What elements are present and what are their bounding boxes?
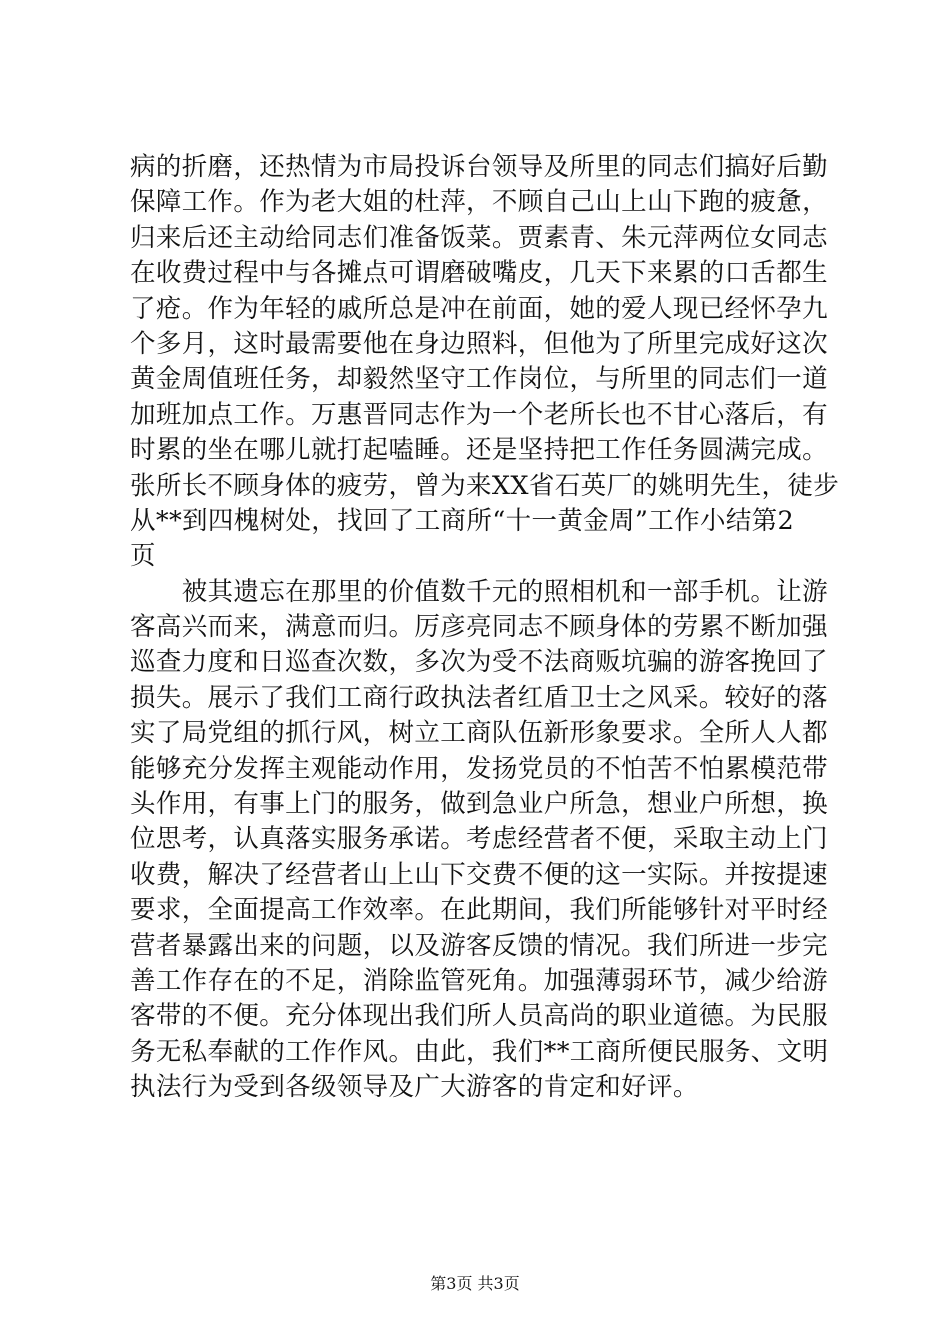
text-line: 张所长不顾身体的疲劳，曾为来XX省石英厂的姚明先生，徒步 — [130, 470, 840, 501]
text-line: 营者暴露出来的问题，以及游客反馈的情况。我们所进一步完 — [130, 930, 828, 961]
text-line: 被其遗忘在那里的价值数千元的照相机和一部手机。让游 — [130, 576, 828, 607]
text-line: 个多月，这时最需要他在身边照料，但他为了所里完成好这次 — [130, 328, 828, 359]
text-line: 客带的不便。充分体现出我们所人员高尚的职业道德。为民服 — [130, 1001, 828, 1032]
text-line: 收费，解决了经营者山上山下交费不便的这一实际。并按提速 — [130, 859, 828, 890]
text-line: 务无私奉献的工作作风。由此，我们**工商所便民服务、文明 — [130, 1036, 829, 1067]
text-line: 损失。展示了我们工商行政执法者红盾卫士之风采。较好的落 — [130, 682, 828, 713]
text-line: 在收费过程中与各摊点可谓磨破嘴皮，几天下来累的口舌都生 — [130, 258, 828, 289]
text-line: 时累的坐在哪儿就打起嗑睡。还是坚持把工作任务圆满完成。 — [130, 435, 828, 466]
text-line: 客高兴而来，满意而归。厉彦亮同志不顾身体的劳累不断加强 — [130, 612, 828, 643]
text-line: 黄金周值班任务，却毅然坚守工作岗位，与所里的同志们一道 — [130, 364, 828, 395]
text-line: 保障工作。作为老大姐的杜萍，不顾自己山上山下跑的疲惫， — [130, 187, 828, 218]
text-line: 从**到四槐树处，找回了工商所“十一黄金周”工作小结第2 — [130, 505, 795, 536]
text-line: 要求，全面提高工作效率。在此期间，我们所能够针对平时经 — [130, 895, 828, 926]
text-line: 善工作存在的不足，消除监管死角。加强薄弱环节，减少给游 — [130, 965, 828, 996]
text-line: 执法行为受到各级领导及广大游客的肯定和好评。 — [130, 1072, 699, 1103]
text-line: 了疮。作为年轻的戚所总是冲在前面，她的爱人现已经怀孕九 — [130, 293, 828, 324]
text-line: 能够充分发挥主观能动作用，发扬党员的不怕苦不怕累模范带 — [130, 753, 828, 784]
page-footer — [0, 1274, 950, 1294]
text-line: 归来后还主动给同志们准备饭菜。贾素青、朱元萍两位女同志 — [130, 222, 828, 253]
page-number-label: 第3页 共3页 — [430, 1274, 520, 1293]
text-line: 巡查力度和日巡查次数，多次为受不法商贩坑骗的游客挽回了 — [130, 647, 828, 678]
text-line: 加班加点工作。万惠晋同志作为一个老所长也不甘心落后，有 — [130, 399, 828, 430]
text-line: 头作用，有事上门的服务，做到急业户所急，想业户所想，换 — [130, 789, 828, 820]
text-line: 病的折磨，还热情为市局投诉台领导及所里的同志们搞好后勤 — [130, 152, 828, 182]
body-text — [130, 150, 840, 1106]
text-line: 位思考，认真落实服务承诺。考虑经营者不便，采取主动上门 — [130, 824, 828, 855]
text-line: 实了局党组的抓行风，树立工商队伍新形象要求。全所人人都 — [130, 718, 828, 749]
text-line: 页 — [130, 541, 156, 572]
